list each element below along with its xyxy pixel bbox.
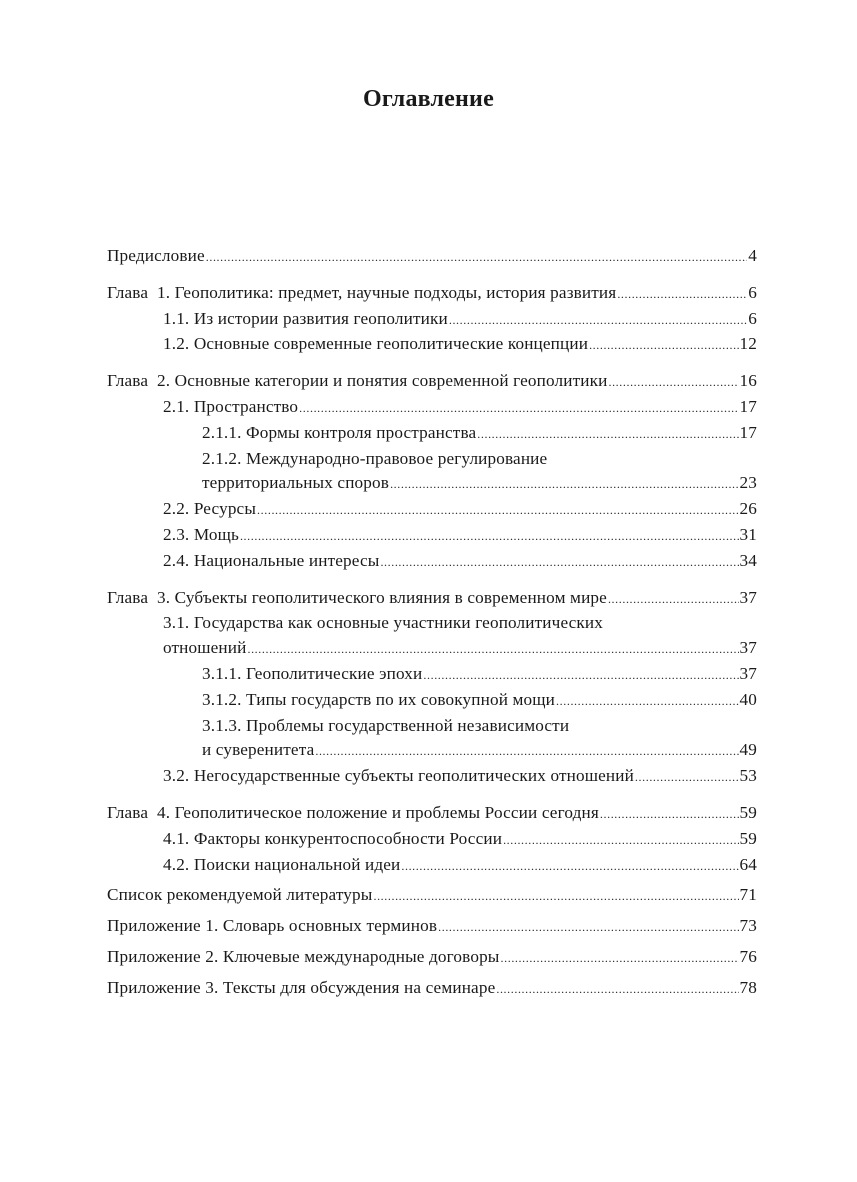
toc-entry-label: 2.3. Мощь <box>163 524 239 544</box>
toc-entry-preface[interactable] <box>107 244 757 270</box>
toc-entry-section-3-1-3[interactable] <box>107 738 757 764</box>
toc-page-number: 37 <box>739 663 757 683</box>
toc-page-number: 23 <box>739 473 757 493</box>
dot-leader <box>315 739 738 764</box>
dot-leader <box>390 472 738 497</box>
toc-page-number: 37 <box>739 587 757 607</box>
table-of-contents <box>107 244 757 1002</box>
dot-leader <box>449 308 747 333</box>
toc-page-number: 6 <box>748 282 757 302</box>
toc-entry-section-3-2[interactable] <box>107 764 757 790</box>
dot-leader <box>423 663 738 688</box>
toc-page-number: 40 <box>739 689 757 709</box>
toc-page-number: 53 <box>739 766 757 786</box>
dot-leader <box>380 550 738 575</box>
dot-leader <box>617 282 747 307</box>
toc-entry-label: 1.1. Из истории развития геополитики <box>163 308 448 328</box>
dot-leader <box>477 422 738 447</box>
toc-entry-section-1-1[interactable] <box>107 307 757 333</box>
dot-leader <box>299 396 738 421</box>
toc-entry-appendix-3[interactable] <box>107 976 757 1002</box>
toc-entry-label: 1.2. Основные современные геополитические концепции <box>163 334 589 354</box>
toc-entry-label: Приложение 2. Ключевые международные договоры <box>107 946 500 966</box>
toc-entry-chapter-2[interactable] <box>107 369 757 395</box>
toc-entry-label: и суверенитета <box>202 740 315 760</box>
toc-entry-label: 4.2. Поиски национальной идеи <box>163 854 401 874</box>
toc-entry-label: Глава 2. Основные категории и понятия современной геополитики <box>107 371 608 391</box>
toc-entry-label: отношений <box>163 638 247 658</box>
toc-entry-label: Глава 3. Субъекты геополитического влияния в современном мире <box>107 587 607 607</box>
dot-leader <box>589 333 738 358</box>
dot-leader <box>556 689 738 714</box>
dot-leader <box>503 828 738 853</box>
toc-entry-chapter-1[interactable] <box>107 281 757 307</box>
toc-page-number: 73 <box>739 916 757 936</box>
dot-leader <box>635 765 739 790</box>
toc-entry-section-2-1[interactable] <box>107 395 757 421</box>
toc-page-number: 4 <box>748 246 757 265</box>
toc-page-number: 17 <box>739 396 757 416</box>
toc-entry-section-2-1-2[interactable] <box>107 471 757 497</box>
toc-entry-appendix-1[interactable] <box>107 914 757 940</box>
toc-entry-label: 3.1.2. Типы государств по их совокупной мощи <box>202 689 556 709</box>
toc-page-number: 17 <box>739 422 757 442</box>
dot-leader <box>206 245 748 270</box>
dot-leader <box>608 587 739 612</box>
toc-page-number: 78 <box>739 977 757 997</box>
toc-page-number: 26 <box>739 499 757 519</box>
page-title: Оглавление <box>363 86 494 112</box>
toc-entry-chapter-4[interactable] <box>107 801 757 827</box>
toc-entry-label: Приложение 1. Словарь основных терминов <box>107 916 438 936</box>
toc-entry-section-3-1[interactable] <box>107 636 757 662</box>
toc-entry-section-2-1-1[interactable] <box>107 421 757 447</box>
toc-page-number: 34 <box>739 550 757 570</box>
toc-entry-section-2-3[interactable] <box>107 523 757 549</box>
dot-leader <box>496 977 738 1002</box>
toc-entry-literature[interactable] <box>107 883 757 909</box>
toc-entry-section-3-1-1[interactable] <box>107 662 757 688</box>
dot-leader <box>401 854 738 879</box>
toc-entry-section-1-2[interactable] <box>107 332 757 358</box>
toc-entry-label: Глава 4. Геополитическое положение и проблемы России сегодня <box>107 802 599 822</box>
toc-entry-label: 2.1.1. Формы контроля пространства <box>202 422 477 442</box>
toc-entry-label: 3.1.1. Геополитические эпохи <box>202 663 423 683</box>
toc-entry-label: 2.4. Национальные интересы <box>163 550 380 570</box>
dot-leader <box>501 946 739 971</box>
toc-page-number: 12 <box>739 334 757 354</box>
toc-entry-label: Предисловие <box>107 246 205 265</box>
toc-entry-label: 3.2. Негосударственные субъекты геополитических отношений <box>163 766 634 786</box>
toc-entry-label: 2.2. Ресурсы <box>163 499 257 519</box>
dot-leader <box>240 524 739 549</box>
toc-entry-section-3-1-3-line1[interactable]: 3.1.3. Проблемы государственной независимости <box>202 715 570 735</box>
toc-page-number: 59 <box>739 828 757 848</box>
toc-page-number: 59 <box>739 802 757 822</box>
toc-entry-label: Глава 1. Геополитика: предмет, научные подходы, история развития <box>107 282 617 302</box>
toc-page-number: 31 <box>739 524 757 544</box>
toc-entry-label: территориальных споров <box>202 473 390 493</box>
dot-leader <box>373 884 738 909</box>
dot-leader <box>257 498 738 523</box>
dot-leader <box>438 915 738 940</box>
toc-page-number: 37 <box>739 638 757 658</box>
toc-entry-label: Список рекомендуемой литературы <box>107 885 373 905</box>
toc-entry-label: 4.1. Факторы конкурентоспособности России <box>163 828 503 848</box>
toc-entry-section-2-2[interactable] <box>107 497 757 523</box>
toc-page-number: 76 <box>739 946 757 966</box>
toc-entry-section-2-1-2-line1[interactable]: 2.1.2. Международно-правовое регулирование <box>202 448 548 468</box>
dot-leader <box>608 370 738 395</box>
toc-page-number: 16 <box>739 371 757 391</box>
toc-page-number: 6 <box>748 308 757 328</box>
toc-entry-section-2-4[interactable] <box>107 549 757 575</box>
toc-page-number: 71 <box>739 885 757 905</box>
toc-entry-section-4-1[interactable] <box>107 827 757 853</box>
toc-entry-label: 2.1. Пространство <box>163 396 299 416</box>
toc-entry-section-3-1-2[interactable] <box>107 688 757 714</box>
toc-page-number: 64 <box>739 854 757 874</box>
toc-entry-label: Приложение 3. Тексты для обсуждения на семинаре <box>107 977 496 997</box>
toc-entry-section-3-1-line1[interactable]: 3.1. Государства как основные участники геополитических <box>163 613 604 633</box>
toc-entry-chapter-3[interactable] <box>107 586 757 612</box>
dot-leader <box>247 637 738 662</box>
dot-leader <box>600 802 739 827</box>
toc-page-number: 49 <box>739 740 757 760</box>
toc-entry-appendix-2[interactable] <box>107 945 757 971</box>
toc-entry-section-4-2[interactable] <box>107 853 757 879</box>
